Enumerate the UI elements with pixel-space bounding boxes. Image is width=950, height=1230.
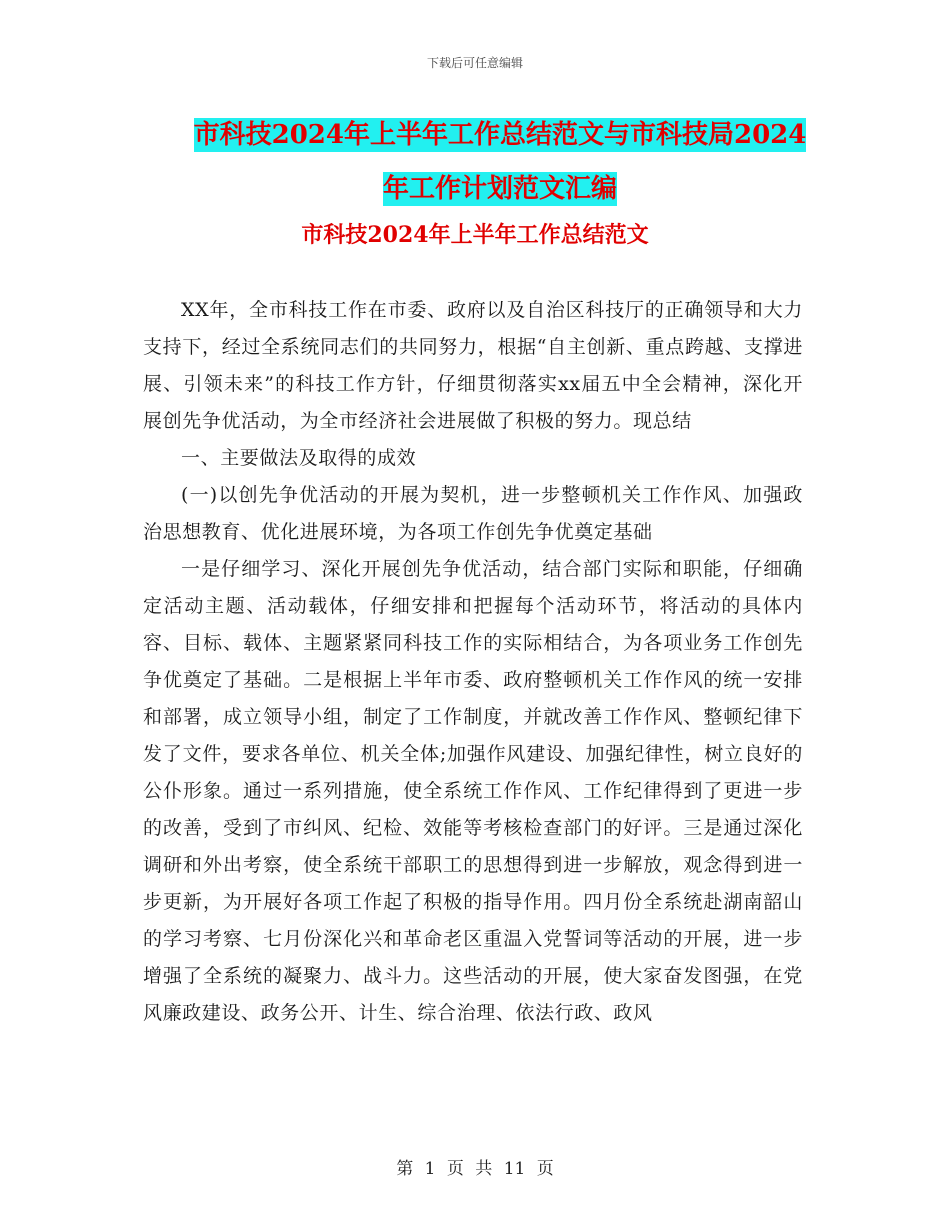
page-number: 第 1 页 共 11 页 (396, 1159, 554, 1179)
section-title: 市科技2024年上半年工作总结范文 (301, 222, 649, 248)
paragraph-intro: XX年，全市科技工作在市委、政府以及自治区科技厅的正确领导和大力支持下，经过全系统同志们的共同努力，根据“自主创新、重点跨越、支撑进展、引领未来”的科技工作方针，仔细贯彻落实xx届五中全会精神，深化开展创先争优活动，为全市经济社会进展做了积极的努力。现总结 (143, 299, 803, 432)
paragraph-heading-1: 一、主要做法及取得的成效 (181, 447, 417, 469)
document-body (143, 292, 803, 1032)
document-title-line-2: 年工作计划范文汇编 (382, 174, 617, 204)
document-title (140, 108, 860, 216)
header-note: 下载后可任意编辑 (426, 56, 523, 70)
paragraph-body-1: 一是仔细学习、深化开展创先争优活动，结合部门实际和职能，仔细确定活动主题、活动载体，仔细安排和把握每个活动环节，将活动的具体内容、目标、载体、主题紧紧同科技工作的实际相结合，为各项业务工作创先争优奠定了基础。二是根据上半年市委、政府整顿机关工作作风的统一安排和部署，成立领导小组，制定了工作制度，并就改善工作作风、整顿纪律下发了文件，要求各单位、机关全体;加强作风建设、加强纪律性，树立良好的公仆形象。通过一系列措施，使全系统工作作风、工作纪律得到了更进一步的改善，受到了市纠风、纪检、效能等考核检查部门的好评。三是通过深化调研和外出考察，使全系统干部职工的思想得到进一步解放，观念得到进一步更新，为开展好各项工作起了积极的指导作用。四月份全系统赴湖南韶山的学习考察、七月份深化兴和革命老区重温入党誓词等活动的开展，进一步增强了全系统的凝聚力、战斗力。这些活动的开展，使大家奋发图强，在党风廉政建设、政务公开、计生、综合治理、依法行政、政风 (143, 558, 803, 1024)
paragraph-subheading-1: (一)以创先争优活动的开展为契机，进一步整顿机关工作作风、加强政治思想教育、优化进展环境，为各项工作创先争优奠定基础 (143, 484, 803, 543)
document-title-line-1: 市科技2024年上半年工作总结范文与市科技局2024 (193, 120, 807, 150)
